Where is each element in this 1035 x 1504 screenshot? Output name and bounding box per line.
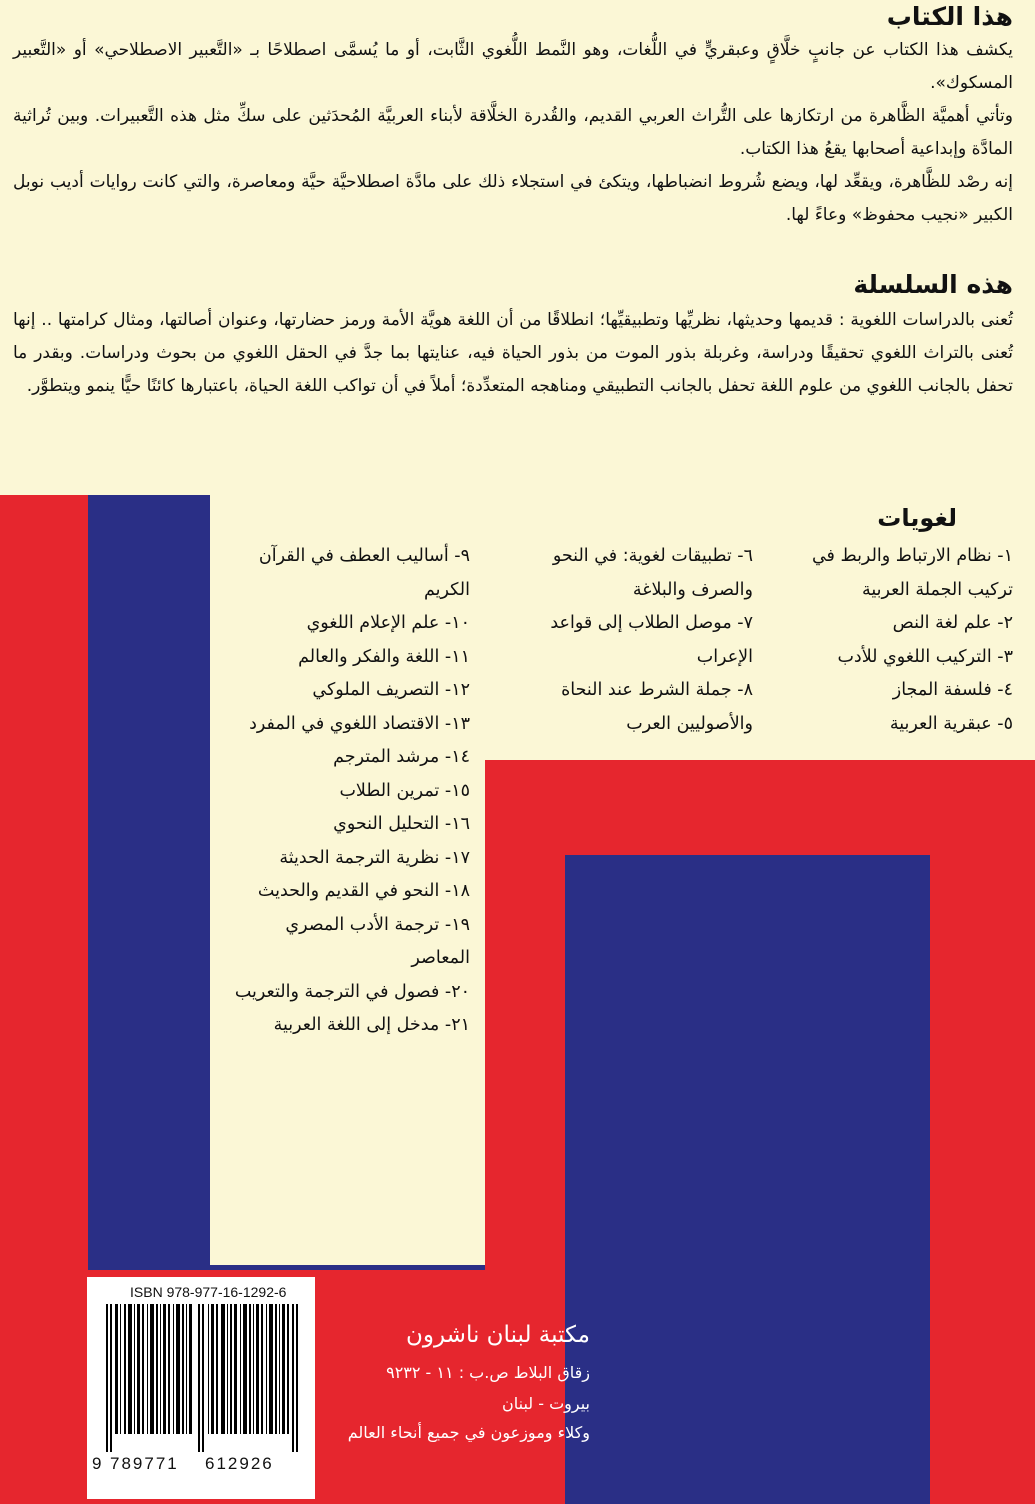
title-item: ١- نظام الارتباط والربط في (811, 546, 1013, 566)
title-item: ١١- اللغة والفكر والعالم (298, 646, 470, 667)
title-item: ١٢- التصريف الملوكي (312, 680, 470, 700)
title-item: ١٦- التحليل النحوي (333, 814, 470, 834)
about-book-paragraph: إنه رصْد للظَّاهرة، ويقعِّد لها، ويضع شُروط انضباطها، ويتكئ في استجلاء ذلك على مادَّة اصطلاحيَّة حيَّة ومعاصرة، والتي كانت روايات أديب نوبل الكبير «نجيب محفوظ» وعاءً لها. (13, 172, 1013, 225)
publisher-address: زقاق البلاط ص.ب : ١١ - ٩٢٣٢ (386, 1363, 590, 1382)
publisher-agents: وكلاء وموزعون في جميع أنحاء العالم (347, 1423, 590, 1442)
about-book-heading: هذا الكتاب (886, 2, 1013, 31)
series-titles-heading: لغويات (877, 504, 957, 532)
title-item: ٢١- مدخل إلى اللغة العربية (273, 1015, 470, 1035)
titles-column-2 (483, 540, 753, 741)
barcode-digits-left: 789771 (110, 1454, 179, 1473)
barcode-digits-right: 612926 (205, 1454, 274, 1473)
title-item: ١٩- ترجمة الأدب المصري (285, 914, 470, 935)
title-item: ٧- موصل الطلاب إلى قواعد (550, 613, 753, 633)
title-item: ١٥- تمرين الطلاب (339, 780, 470, 801)
title-item: ١٠- علم الإعلام اللغوي (306, 613, 470, 633)
publisher-name: مكتبة لبنان ناشرون (405, 1322, 590, 1348)
title-item: والأصوليين العرب (626, 713, 753, 734)
red-band-corner (485, 755, 565, 1504)
barcode-icon (106, 1304, 302, 1452)
title-item: ١٨- النحو في القديم والحديث (257, 881, 470, 901)
isbn-label: ISBN 978-977-16-1292-6 (130, 1284, 287, 1300)
title-item: تركيب الجملة العربية (861, 579, 1013, 600)
title-item: والصرف والبلاغة (632, 579, 753, 600)
red-band-strip (930, 800, 1035, 1504)
about-book-text (13, 34, 1013, 232)
titles-column-1 (743, 540, 1013, 741)
title-item: ٤- فلسفة المجاز (892, 680, 1013, 700)
title-item: المعاصر (411, 948, 470, 968)
title-item: ١٧- نظرية الترجمة الحديثة (279, 847, 470, 868)
publisher-city: بيروت - لبنان (502, 1394, 590, 1413)
text-panel-inner (565, 855, 930, 1265)
title-item: ٢٠- فصول في الترجمة والتعريب (234, 981, 470, 1002)
title-item: ٣- التركيب اللغوي للأدب (837, 646, 1013, 667)
about-series-text (13, 304, 1013, 403)
about-book-paragraph: يكشف هذا الكتاب عن جانبٍ خلَّاقٍ وعبقريٍّ في اللُّغات، وهو النَّمط اللُّغوي الثَّابت، أو ما يُسمَّى اصطلاحًا بـ «التَّعبير الاصطلاحي» أو «التَّعبير المسكوك». (13, 40, 1013, 93)
about-series-paragraph: تُعنى بالدراسات اللغوية : قديمها وحديثها، نظريِّها وتطبيقيِّها؛ انطلاقًا من أن اللغة هويَّة الأمة ورمز حضارتها، وعنوان أصالتها، ومثال كرامتها .. إنها تُعنى بالتراث اللغوي تحقيقًا ودراسة، وغربلة بذور الموت من بذور الحياة فيه، عنايتها بما جدَّ في الحقل اللغوي من بحوث ودراسات. وبقدر ما تحفل بالجانب اللغوي من علوم اللغة تحفل بالجانب التطبيقي ومناهجه المتعدِّدة؛ أملاً في أن تواكب اللغة الحياة، باعتبارها كائنًا حيًّا ينمو ويتطوَّر. (13, 310, 1013, 396)
title-item: ٩- أساليب العطف في القرآن (258, 546, 470, 566)
title-item: ١٤- مرشد المترجم (333, 747, 470, 767)
title-item: ٥- عبقرية العربية (889, 713, 1013, 734)
title-item: الكريم (423, 579, 470, 600)
barcode-digit-first: 9 (92, 1454, 102, 1473)
title-item: ٢- علم لغة النص (892, 613, 1013, 633)
title-item: ٨- جملة الشرط عند النحاة (561, 680, 753, 700)
about-series-heading: هذه السلسلة (853, 270, 1013, 299)
title-item: ١٣- الاقتصاد اللغوي في المفرد (249, 713, 470, 734)
title-item: ٦- تطبيقات لغوية: في النحو (552, 546, 753, 566)
titles-column-3 (210, 540, 470, 1043)
title-item: الإعراب (696, 646, 753, 667)
about-book-paragraph: وتأتي أهميَّة الظَّاهرة من ارتكازها على التُّراث العربي القديم، والقُدرة الخلَّاقة لأبناء العربيَّة المُحدَثين على سكِّ مثل هذه التَّعبيرات. وبين تُراثية المادَّة وإبداعية أصحابها يقعُ هذا الكتاب. (13, 106, 1013, 159)
